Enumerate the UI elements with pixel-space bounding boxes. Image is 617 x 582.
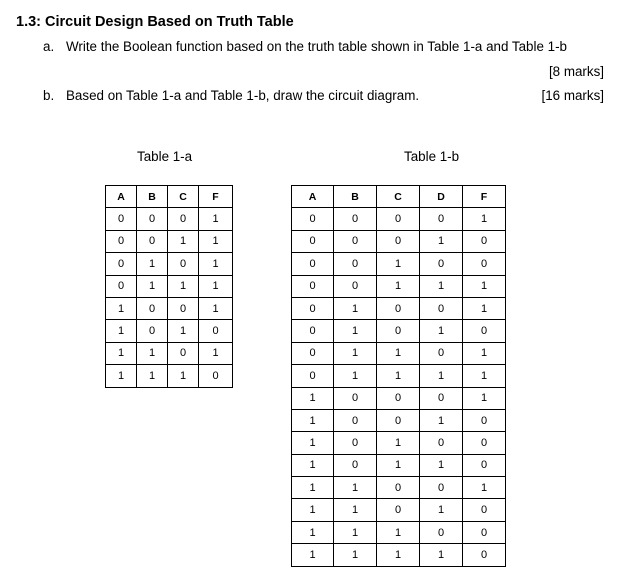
- question-b-letter: b.: [43, 88, 55, 103]
- table-b-cell-b: 1: [334, 477, 377, 499]
- table-b-cell-a: 0: [292, 320, 334, 342]
- table-a-cell-a: 1: [106, 365, 137, 387]
- table-a-cell-c: 0: [168, 342, 199, 364]
- table-b-cell-c: 1: [377, 432, 420, 454]
- table-b-cell-d: 1: [420, 544, 463, 566]
- table-b-row: [292, 432, 506, 454]
- table-b-cell-c: 0: [377, 230, 420, 252]
- table-b-cell-f: 0: [463, 230, 506, 252]
- table-b-cell-f: 0: [463, 320, 506, 342]
- table-b-cell-f: 1: [463, 342, 506, 364]
- table-b-cell-c: 0: [377, 409, 420, 431]
- table-b-cell-a: 0: [292, 342, 334, 364]
- table-a-cell-b: 1: [137, 253, 168, 275]
- table-b-cell-f: 1: [463, 275, 506, 297]
- table-b-row: [292, 253, 506, 275]
- table-b-cell-c: 0: [377, 477, 420, 499]
- table-b-cell-d: 1: [420, 499, 463, 521]
- table-a-cell-a: 1: [106, 320, 137, 342]
- table-b-cell-a: 1: [292, 477, 334, 499]
- table-b-row: [292, 275, 506, 297]
- table-b-cell-b: 0: [334, 454, 377, 476]
- table-b-cell-c: 0: [377, 320, 420, 342]
- table-b-cell-a: 1: [292, 521, 334, 543]
- table-a-cell-c: 1: [168, 320, 199, 342]
- table-b-cell-d: 1: [420, 365, 463, 387]
- table-b-row: [292, 477, 506, 499]
- table-b-cell-f: 1: [463, 297, 506, 319]
- table-b-cell-a: 0: [292, 253, 334, 275]
- table-b-cell-f: 1: [463, 477, 506, 499]
- table-b-cell-c: 0: [377, 499, 420, 521]
- table-a-row: [106, 342, 233, 364]
- table-b-row: [292, 365, 506, 387]
- table-a-row: [106, 275, 233, 297]
- table-b-cell-b: 1: [334, 544, 377, 566]
- table-b-row: [292, 208, 506, 230]
- table-a-cell-c: 1: [168, 230, 199, 252]
- table-a-header-b: B: [137, 186, 168, 208]
- table-a-cell-f: 1: [199, 275, 233, 297]
- table-b-row: [292, 387, 506, 409]
- table-b-cell-b: 0: [334, 253, 377, 275]
- table-b-cell-b: 0: [334, 432, 377, 454]
- table-b-cell-a: 1: [292, 432, 334, 454]
- table-b-row: [292, 409, 506, 431]
- table-b-cell-c: 1: [377, 521, 420, 543]
- table-b-header-d: D: [420, 186, 463, 208]
- table-a-header-f: F: [199, 186, 233, 208]
- table-b-cell-b: 1: [334, 365, 377, 387]
- table-a-row: [106, 365, 233, 387]
- table-b-cell-d: 0: [420, 253, 463, 275]
- table-a-cell-a: 0: [106, 253, 137, 275]
- table-b-cell-d: 0: [420, 297, 463, 319]
- table-b-cell-f: 0: [463, 454, 506, 476]
- table-a-cell-b: 1: [137, 365, 168, 387]
- table-b-row: [292, 521, 506, 543]
- table-b-cell-d: 1: [420, 409, 463, 431]
- table-b-cell-a: 0: [292, 297, 334, 319]
- table-b-cell-c: 1: [377, 342, 420, 364]
- table-a-cell-c: 1: [168, 275, 199, 297]
- table-a-header-row: [106, 186, 233, 208]
- table-a-row: [106, 208, 233, 230]
- table-a-cell-a: 0: [106, 230, 137, 252]
- table-a-cell-c: 0: [168, 297, 199, 319]
- table-a-cell-f: 1: [199, 253, 233, 275]
- table-a-row: [106, 253, 233, 275]
- table-b-header-a: A: [292, 186, 334, 208]
- table-b-cell-c: 0: [377, 297, 420, 319]
- table-b-cell-c: 1: [377, 544, 420, 566]
- table-a-cell-f: 1: [199, 297, 233, 319]
- table-a-cell-b: 0: [137, 320, 168, 342]
- table-b-cell-c: 0: [377, 387, 420, 409]
- table-b-cell-d: 1: [420, 454, 463, 476]
- question-a-letter: a.: [43, 39, 55, 54]
- table-b-cell-b: 1: [334, 342, 377, 364]
- table-a-header-a: A: [106, 186, 137, 208]
- question-b-text: Based on Table 1-a and Table 1-b, draw the circuit diagram.: [66, 88, 420, 103]
- table-b-cell-b: 0: [334, 208, 377, 230]
- table-b-cell-a: 0: [292, 230, 334, 252]
- truth-table-b: [291, 185, 506, 567]
- table-b-cell-f: 0: [463, 521, 506, 543]
- table-b-cell-d: 0: [420, 342, 463, 364]
- table-b-cell-d: 0: [420, 387, 463, 409]
- table-a-cell-f: 1: [199, 208, 233, 230]
- table-a-header-c: C: [168, 186, 199, 208]
- table-b-cell-d: 0: [420, 477, 463, 499]
- table-b-header-c: C: [377, 186, 420, 208]
- table-a-cell-a: 0: [106, 275, 137, 297]
- table-a-row: [106, 320, 233, 342]
- table-b-cell-c: 0: [377, 208, 420, 230]
- table-b-row: [292, 342, 506, 364]
- table-b-cell-d: 0: [420, 432, 463, 454]
- table-b-cell-d: 0: [420, 521, 463, 543]
- table-a-cell-a: 1: [106, 342, 137, 364]
- table-b-cell-f: 1: [463, 387, 506, 409]
- table-b-row: [292, 230, 506, 252]
- table-b-cell-f: 1: [463, 365, 506, 387]
- table-b-row: [292, 499, 506, 521]
- table-b-cell-c: 1: [377, 454, 420, 476]
- table-a-cell-b: 0: [137, 208, 168, 230]
- table-a-cell-b: 1: [137, 275, 168, 297]
- section-heading: 1.3: Circuit Design Based on Truth Table: [16, 14, 294, 30]
- table-a-cell-f: 1: [199, 230, 233, 252]
- table-b-cell-b: 1: [334, 297, 377, 319]
- table-b-cell-a: 1: [292, 409, 334, 431]
- table-b-cell-f: 0: [463, 499, 506, 521]
- table-b-cell-d: 1: [420, 230, 463, 252]
- table-a-cell-b: 1: [137, 342, 168, 364]
- table-a-cell-a: 1: [106, 297, 137, 319]
- table-b-cell-f: 0: [463, 409, 506, 431]
- table-b-cell-f: 0: [463, 253, 506, 275]
- table-b-cell-f: 0: [463, 544, 506, 566]
- table-b-cell-f: 1: [463, 208, 506, 230]
- table-a-cell-b: 0: [137, 297, 168, 319]
- table-b-cell-a: 0: [292, 208, 334, 230]
- truth-table-a: [105, 185, 233, 388]
- table-a-cell-f: 1: [199, 342, 233, 364]
- table-b-cell-b: 0: [334, 409, 377, 431]
- table-b-cell-b: 1: [334, 320, 377, 342]
- table-a-cell-c: 0: [168, 208, 199, 230]
- table-b-cell-a: 0: [292, 275, 334, 297]
- table-b-row: [292, 297, 506, 319]
- question-b-marks: [16 marks]: [541, 88, 604, 103]
- table-b-cell-a: 1: [292, 387, 334, 409]
- table-b-cell-d: 1: [420, 275, 463, 297]
- table-a-cell-c: 0: [168, 253, 199, 275]
- table-a-cell-c: 1: [168, 365, 199, 387]
- table-b-cell-b: 0: [334, 387, 377, 409]
- table-a-row: [106, 297, 233, 319]
- table-b-cell-a: 0: [292, 365, 334, 387]
- question-a-text: Write the Boolean function based on the truth table shown in Table 1-a and Table 1-b: [66, 39, 568, 54]
- table-b-row: [292, 454, 506, 476]
- table-b-header-f: F: [463, 186, 506, 208]
- table-b-caption: Table 1-b: [404, 149, 460, 164]
- table-b-cell-c: 1: [377, 253, 420, 275]
- table-b-header-row: [292, 186, 506, 208]
- table-b-row: [292, 320, 506, 342]
- table-b-cell-c: 1: [377, 365, 420, 387]
- table-b-cell-c: 1: [377, 275, 420, 297]
- table-b-header-b: B: [334, 186, 377, 208]
- table-b-row: [292, 544, 506, 566]
- table-b-cell-a: 1: [292, 454, 334, 476]
- table-b-cell-d: 1: [420, 320, 463, 342]
- table-a-row: [106, 230, 233, 252]
- table-b-cell-b: 1: [334, 521, 377, 543]
- table-b-cell-b: 1: [334, 499, 377, 521]
- table-b-cell-a: 1: [292, 499, 334, 521]
- table-a-caption: Table 1-a: [137, 149, 193, 164]
- table-a-cell-f: 0: [199, 365, 233, 387]
- table-a-cell-a: 0: [106, 208, 137, 230]
- table-b-cell-b: 0: [334, 275, 377, 297]
- table-b-cell-b: 0: [334, 230, 377, 252]
- table-b-cell-d: 0: [420, 208, 463, 230]
- table-a-cell-b: 0: [137, 230, 168, 252]
- table-b-cell-a: 1: [292, 544, 334, 566]
- table-b-cell-f: 0: [463, 432, 506, 454]
- question-a-marks: [8 marks]: [548, 64, 604, 79]
- table-a-cell-f: 0: [199, 320, 233, 342]
